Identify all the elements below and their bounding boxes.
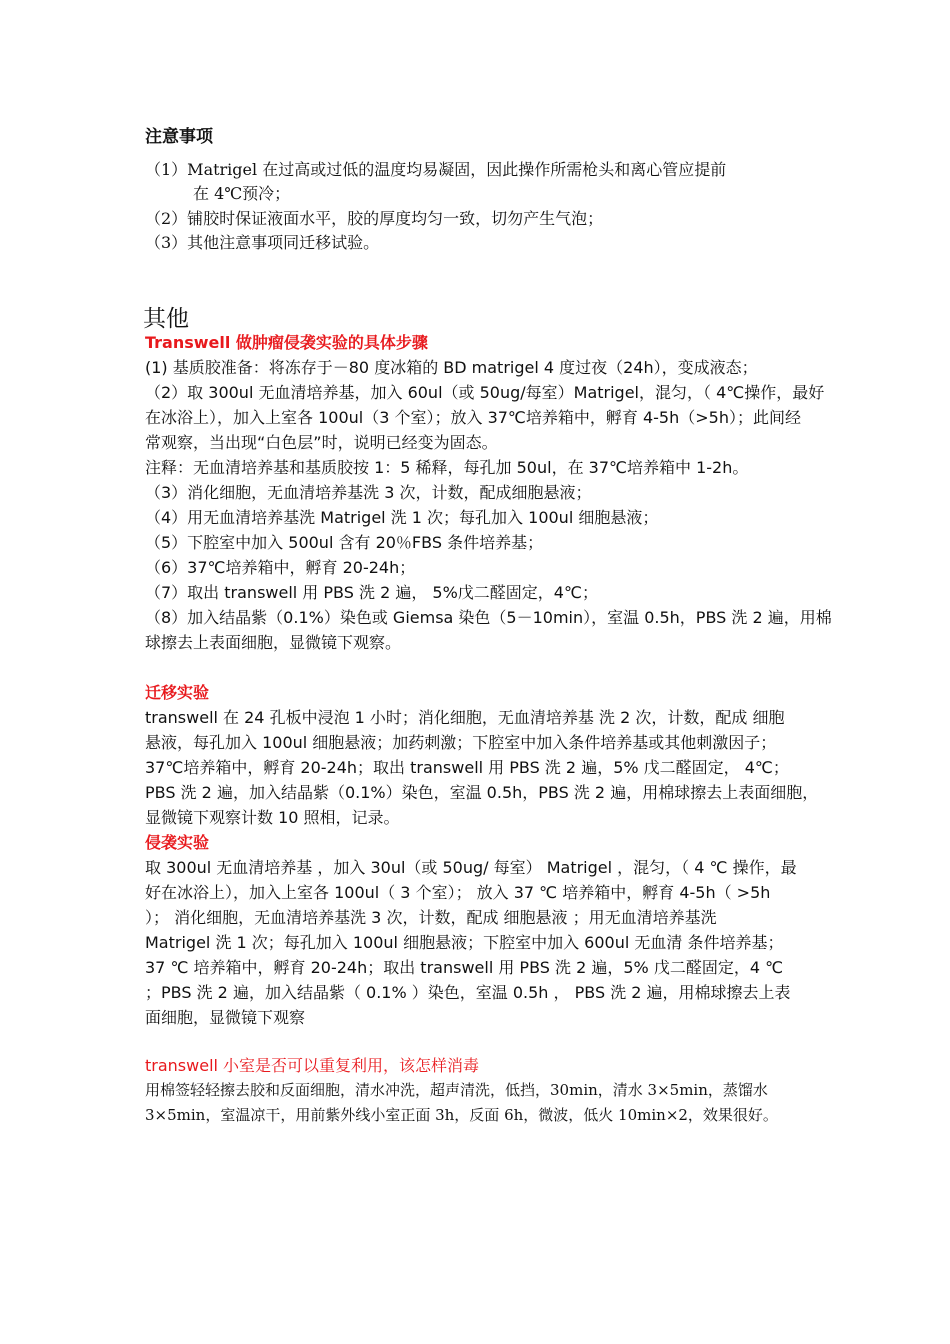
step-line: （3）消化细胞，无血清培养基洗 3 次，计数，配成细胞悬液； <box>145 483 592 502</box>
reuse-line: 用棉签轻轻擦去胶和反面细胞，清水冲洗，超声清洗，低挡，30min，清水 3×5min，蒸馏水 <box>145 1081 768 1099</box>
invasion-line: 好在冰浴上），加入上室各 100ul（ 3 个室）； 放入 37 ℃ 培养箱中，孵育 4-5h（ >5h <box>145 883 771 902</box>
reuse-section <box>145 1053 825 1128</box>
step-line: 常观察，当出现“白色层”时，说明已经变为固态。 <box>145 433 498 452</box>
reuse-line: 3×5min，室温凉干，用前紫外线小室正面 3h，反面 6h，微波，低火 10min×2，效果很好。 <box>145 1106 778 1124</box>
note-item-3: （3）其他注意事项同迁移试验。 <box>145 233 380 252</box>
migration-heading: 迁移实验 <box>145 683 210 702</box>
reuse-heading: transwell 小室是否可以重复利用，该怎样消毒 <box>145 1056 480 1075</box>
step-line: （4）用无血清培养基洗 Matrigel 洗 1 次；每孔加入 100ul 细胞悬液； <box>145 508 659 527</box>
step-line: (1) 基质胶准备：将冻存于－80 度冰箱的 BD matrigel 4 度过夜（24h），变成液态； <box>145 358 758 377</box>
step-line: （5）下腔室中加入 500ul 含有 20％FBS 条件培养基； <box>145 533 544 552</box>
transwell-steps-heading: Transwell 做肿瘤侵袭实验的具体步骤 <box>145 333 428 352</box>
invasion-line: ；PBS 洗 2 遍，加入结晶紫（ 0.1% ）染色，室温 0.5h ， PBS 洗 2 遍，用棉球擦去上表 <box>145 983 791 1002</box>
note-item-1: （1）Matrigel 在过高或过低的温度均易凝固，因此操作所需枪头和离心管应提前 <box>145 160 727 179</box>
step-line: （2）取 300ul 无血清培养基，加入 60ul（或 50ug/每室）Matrigel，混匀，（ 4℃操作，最好 <box>145 383 825 402</box>
invasion-heading: 侵袭实验 <box>145 833 210 852</box>
invasion-line: Matrigel 洗 1 次；每孔加入 100ul 细胞悬液；下腔室中加入 600ul 无血清 条件培养基； <box>145 933 784 952</box>
step-line: （7）取出 transwell 用 PBS 洗 2 遍， 5%戊二醛固定，4℃； <box>145 583 598 602</box>
note-item-1-cont: 在 4℃预冷； <box>193 184 291 203</box>
invasion-line: ）； 消化细胞，无血清培养基洗 3 次，计数，配成 细胞悬液 ；用无血清培养基洗 <box>145 908 717 927</box>
step-line: 球擦去上表面细胞，显微镜下观察。 <box>145 633 402 652</box>
migration-line: transwell 在 24 孔板中浸泡 1 小时；消化细胞，无血清培养基 洗 2 次，计数，配成 细胞 <box>145 708 785 727</box>
step-line: （8）加入结晶紫（0.1%）染色或 Giemsa 染色（5－10min），室温 0.5h，PBS 洗 2 遍，用棉 <box>145 608 832 627</box>
migration-section <box>145 680 825 830</box>
invasion-line: 取 300ul 无血清培养基 ，加入 30ul（或 50ug/ 每室） Matrigel ，混匀，（ 4 ℃ 操作，最 <box>145 858 797 877</box>
invasion-section <box>145 830 825 1030</box>
transwell-steps-section <box>145 330 832 655</box>
step-note: 注释：无血清培养基和基质胶按 1：5 稀释，每孔加 50ul，在 37℃培养箱中 1-2h。 <box>145 458 749 477</box>
migration-line: 37℃培养箱中，孵育 20-24h；取出 transwell 用 PBS 洗 2 遍，5% 戊二醛固定， 4℃； <box>145 758 789 777</box>
migration-line: PBS 洗 2 遍，加入结晶紫（0.1%）染色，室温 0.5h，PBS 洗 2 遍，用棉球擦去上表面细胞， <box>145 783 819 802</box>
note-item-2: （2）铺胶时保证液面水平，胶的厚度均匀一致，切勿产生气泡； <box>145 209 604 228</box>
migration-line: 显微镜下观察计数 10 照相，记录。 <box>145 808 400 827</box>
migration-line: 悬液，每孔加入 100ul 细胞悬液；加药刺激；下腔室中加入条件培养基或其他刺激因子； <box>145 733 777 752</box>
other-heading: 其他 <box>143 306 189 332</box>
invasion-line: 37 ℃ 培养箱中，孵育 20-24h；取出 transwell 用 PBS 洗 2 遍，5% 戊二醛固定，4 ℃ <box>145 958 784 977</box>
invasion-line: 面细胞，显微镜下观察 <box>145 1008 306 1027</box>
step-line: 在冰浴上），加入上室各 100ul（3 个室）；放入 37℃培养箱中，孵育 4-5h（>5h）；此间经 <box>145 408 801 427</box>
notes-heading: 注意事项 <box>145 127 213 147</box>
step-line: （6）37℃培养箱中，孵育 20-24h； <box>145 558 416 577</box>
